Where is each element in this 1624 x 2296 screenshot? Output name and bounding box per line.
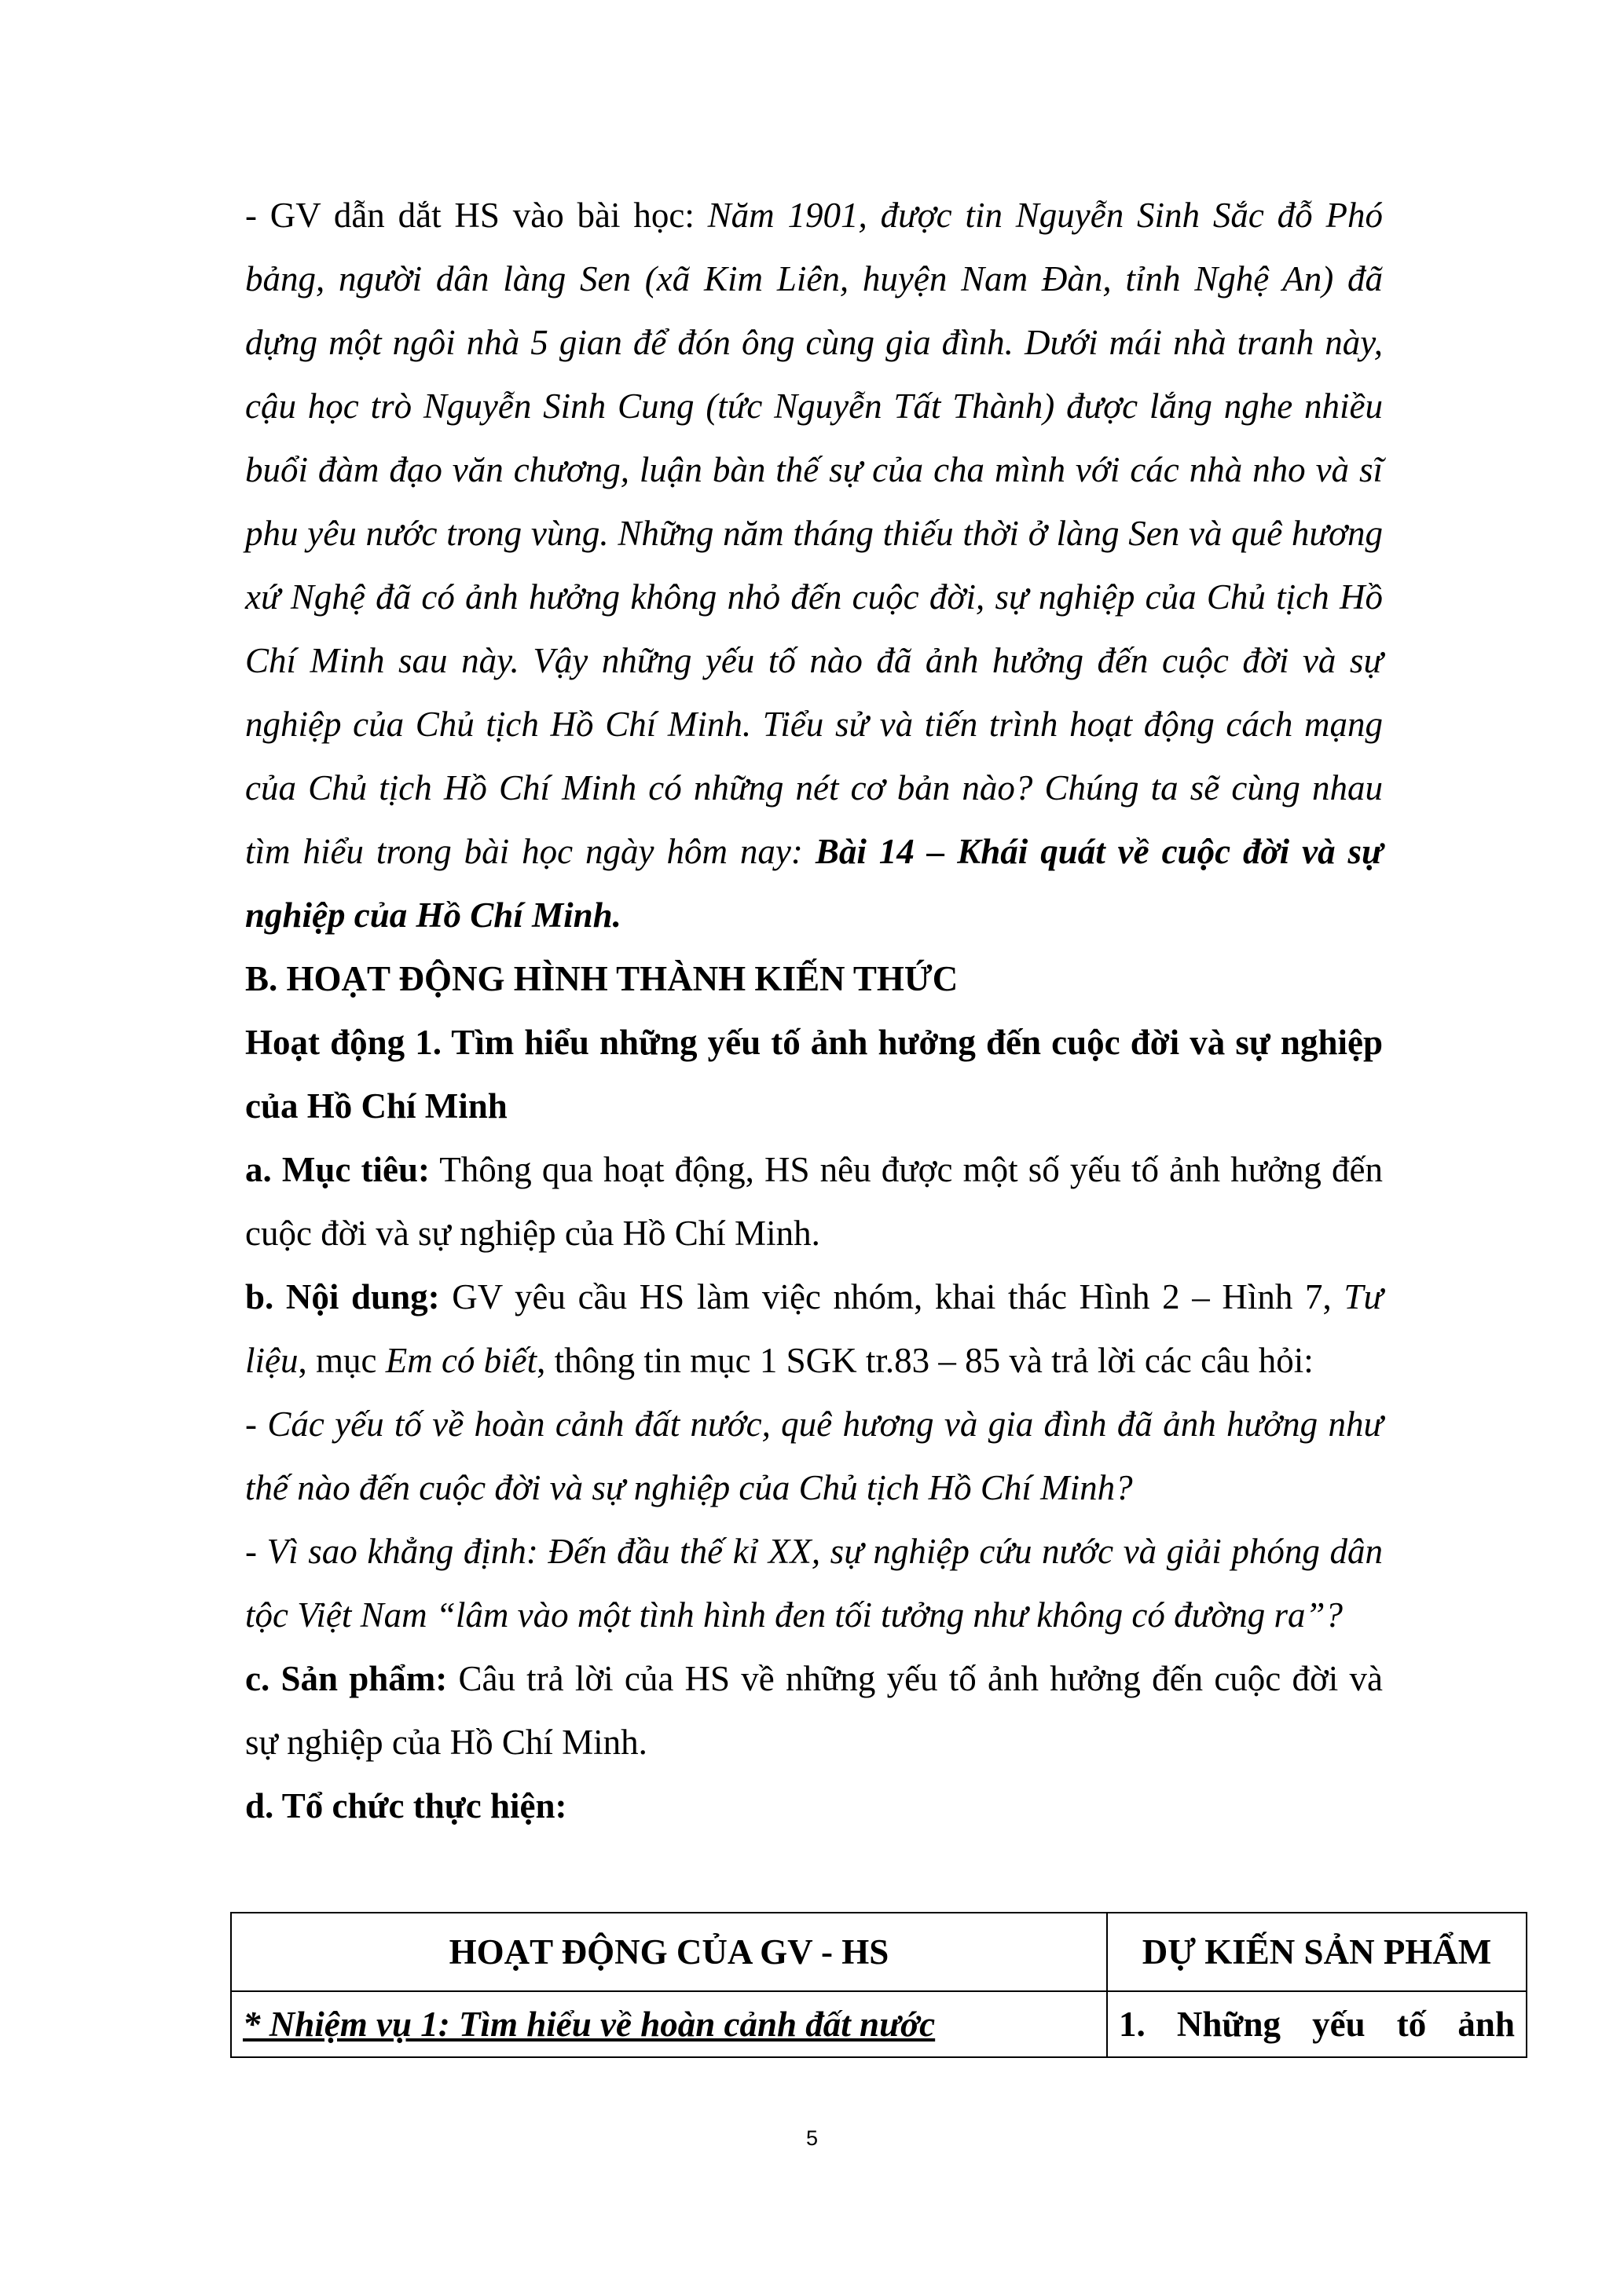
lesson-title: Bài 14 – Khái quát về cuộc đời và sự nghiệp của Hồ Chí Minh. xyxy=(245,832,1384,935)
result-cell: 1. Những yếu tố ảnh xyxy=(1107,1991,1527,2057)
section-b-heading: B. HOẠT ĐỘNG HÌNH THÀNH KIẾN THỨC xyxy=(245,959,959,998)
content-paragraph xyxy=(245,1265,1383,1393)
product-label: c. Sản phẩm: xyxy=(245,1659,448,1698)
content-italic-1: Tư liệu xyxy=(245,1277,1383,1380)
content-text-3: , thông tin mục 1 SGK tr.83 – 85 và trả lời các câu hỏi: xyxy=(537,1341,1314,1380)
page-body xyxy=(245,184,1383,1838)
table-header-row xyxy=(231,1913,1527,1991)
task-cell: * Nhiệm vụ 1: Tìm hiểu về hoàn cảnh đất nước xyxy=(231,1991,1107,2057)
intro-story: Năm 1901, được tin Nguyễn Sinh Sắc đỗ Phó bảng, người dân làng Sen (xã Kim Liên, huyện Nam Đàn, tỉnh Nghệ An) đã dựng một ngôi nhà 5 gian để đón ông cùng gia đình. Dưới mái nhà tranh này, cậu học trò Nguyễn Sinh Cung (tức Nguyễn Tất Thành) được lắng nghe nhiều buổi đàm đạo văn chương, luận bàn thế sự của cha mình với các nhà nho và sĩ phu yêu nước trong vùng. Những năm tháng thiếu thời ở làng Sen và quê hương xứ Nghệ đã có ảnh hưởng không nhỏ đến cuộc đời, sự nghiệp của Chủ tịch Hồ Chí Minh sau này. Vậy những yếu tố nào đã ảnh hưởng đến cuộc đời và sự nghiệp của Chủ tịch Hồ Chí Minh. Tiểu sử và tiến trình hoạt động cách mạng của Chủ tịch Hồ Chí Minh có những nét cơ bản nào? Chúng ta sẽ cùng nhau tìm hiểu trong bài học ngày hôm nay: xyxy=(245,196,1383,871)
content-italic-2: Em có biết xyxy=(385,1341,537,1380)
table-header-activities: HOẠT ĐỘNG CỦA GV - HS xyxy=(231,1913,1107,1991)
question-2: - Vì sao khẳng định: Đến đầu thế kỉ XX, sự nghiệp cứu nước và giải phóng dân tộc Việt Nam “lâm vào một tình hình đen tối tưởng như không có đường ra”? xyxy=(245,1532,1383,1635)
page-number: 5 xyxy=(805,2126,819,2150)
question-1: - Các yếu tố về hoàn cảnh đất nước, quê hương và gia đình đã ảnh hưởng như thế nào đến cuộc đời và sự nghiệp của Chủ tịch Hồ Chí Minh? xyxy=(245,1404,1383,1507)
table-header-expected-product: DỰ KIẾN SẢN PHẨM xyxy=(1107,1913,1527,1991)
content-text-2: , mục xyxy=(298,1341,386,1380)
intro-paragraph xyxy=(245,184,1383,947)
content-text-1: GV yêu cầu HS làm việc nhóm, khai thác Hình 2 – Hình 7, xyxy=(439,1277,1344,1316)
implementation-heading: d. Tổ chức thực hiện: xyxy=(245,1786,567,1825)
objective-label: a. Mục tiêu: xyxy=(245,1150,430,1189)
content-label: b. Nội dung: xyxy=(245,1277,440,1316)
activity-table xyxy=(230,1912,1527,2058)
product-paragraph xyxy=(245,1647,1383,1774)
objective-text: Thông qua hoạt động, HS nêu được một số yếu tố ảnh hưởng đến cuộc đời và sự nghiệp của Hồ Chí Minh. xyxy=(245,1150,1383,1253)
activity1-heading: Hoạt động 1. Tìm hiểu những yếu tố ảnh hưởng đến cuộc đời và sự nghiệp của Hồ Chí Minh xyxy=(245,1023,1383,1126)
objective-paragraph xyxy=(245,1138,1383,1265)
intro-lead: - GV dẫn dắt HS vào bài học: xyxy=(245,196,708,235)
table-row xyxy=(231,1991,1527,2057)
product-text: Câu trả lời của HS về những yếu tố ảnh hưởng đến cuộc đời và sự nghiệp của Hồ Chí Minh. xyxy=(245,1659,1383,1762)
